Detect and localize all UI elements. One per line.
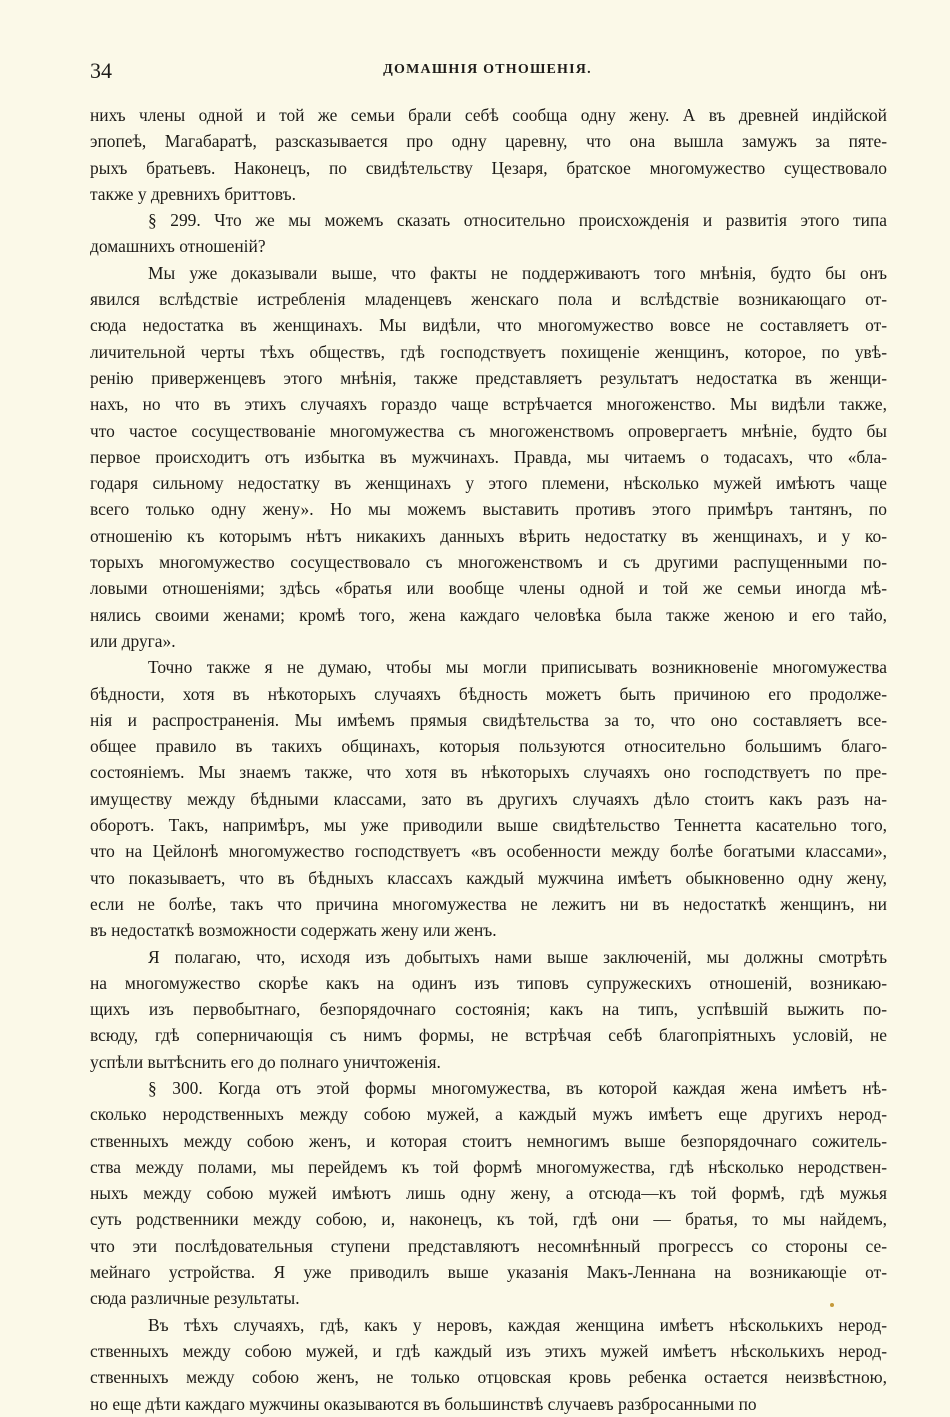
text-line: нахъ, но что въ этихъ случаяхъ гораздо чаще встрѣчается многоженство. Мы видѣли также, — [90, 394, 887, 415]
text-line: Я полагаю, что, исходя изъ добытыхъ нами выше заключеній, мы должны смотрѣть — [148, 946, 887, 967]
text-line: что показываетъ, что въ бѣдныхъ классахъ каждый мужчина имѣетъ обыкновенно одну жену, — [90, 867, 887, 888]
running-title: ДОМАШНІЯ ОТНОШЕНІЯ. — [383, 62, 592, 77]
body-text — [90, 102, 887, 1417]
text-line: всего только одну жену». Но мы можемъ выставить противъ этого примѣръ тантянъ, по — [90, 499, 887, 520]
text-line: имуществу между бѣдными классами, зато въ другихъ случаяхъ дѣло стоитъ какъ разъ на- — [90, 788, 887, 809]
text-line: отношенію къ которымъ нѣтъ никакихъ данныхъ вѣрить недостатку въ женщинахъ, и у ко- — [90, 525, 887, 546]
text-line: но еще дѣти каждаго мужчины оказываются въ большинствѣ случаевъ разбросанными по — [90, 1393, 757, 1414]
text-line: что частое сосуществованіе многомужества съ многоженствомъ опровергаетъ мнѣніе, будто бы — [90, 420, 887, 441]
text-line: сколько неродственныхъ между собою мужей, а каждый мужъ имѣетъ еще другихъ нерод- — [90, 1104, 887, 1125]
text-line: ственныхъ между собою женъ, не только отцовская кровь ребенка остается неизвѣстною, — [90, 1367, 887, 1388]
text-line: Въ тѣхъ случаяхъ, гдѣ, какъ у неровъ, каждая женщина имѣетъ нѣсколькихъ нерод- — [148, 1314, 887, 1335]
text-line: ренію приверженцевъ этого мнѣнія, также представляетъ результатъ недостатка въ женщи- — [90, 367, 887, 388]
text-line: общее правило въ такихъ общинахъ, которыя пользуются относительно большимъ благо- — [90, 736, 887, 757]
text-line: или друга». — [90, 630, 176, 651]
text-line: если не болѣе, такъ что причина многомужества не лежитъ ни въ недостаткѣ женщинъ, ни — [90, 893, 887, 914]
text-line: первое происходитъ отъ избытка въ мужчинахъ. Правда, мы читаемъ о тодасахъ, что «бла- — [90, 446, 887, 467]
text-line: § 300. Когда отъ этой формы многомужества, въ которой каждая жена имѣетъ нѣ- — [148, 1077, 887, 1098]
text-line: что эти послѣдовательныя ступени представляютъ несомнѣнный прогрессъ со стороны се- — [90, 1235, 887, 1256]
text-line: въ недостаткѣ возможности содержать жену или женъ. — [90, 920, 497, 941]
page-number: 34 — [90, 58, 112, 83]
text-line: годаря сильному недостатку въ женщинахъ у этого племени, нѣсколько мужей имѣютъ чаще — [90, 473, 887, 494]
text-line: всюду, гдѣ соперничающія съ нимъ формы, не встрѣчая себѣ благопріятныхъ условій, не — [90, 1025, 887, 1046]
text-line: ственныхъ между собою мужей, и гдѣ каждый изъ этихъ мужей имѣетъ нѣсколькихъ нерод- — [90, 1340, 887, 1361]
text-line: торыхъ многомужество сосуществовало съ многоженствомъ и съ другими распущенными по- — [90, 552, 887, 573]
text-line: суть родственники между собою, и, наконецъ, къ той, гдѣ они — братья, то мы найдемъ, — [90, 1209, 887, 1230]
text-line: ловыми отношеніями; здѣсь «братья или вообще члены одной и той же семьи иногда мѣ- — [90, 578, 887, 599]
text-line: оборотъ. Такъ, напримѣръ, мы уже приводили выше свидѣтельство Теннетта касательно того, — [90, 815, 887, 836]
text-line: нихъ члены одной и той же семьи брали себѣ сообща одну жену. А въ древней индійской — [90, 105, 887, 125]
text-line: мейнаго устройства. Я уже приводилъ выше указанія Макъ-Леннана на возникающіе от- — [90, 1262, 887, 1283]
text-line: личительной черты тѣхъ обществъ, гдѣ господствуетъ похищеніе женщинъ, которое, по увѣ- — [90, 341, 887, 362]
text-line: Точно также я не думаю, чтобы мы могли приписывать возникновеніе многомужества — [148, 657, 887, 678]
text-line: § 299. Что же мы можемъ сказать относительно происхожденія и развитія этого типа — [148, 210, 887, 231]
text-line: ственныхъ между собою женъ, и которая стоитъ немногимъ выше безпорядочнаго сожитель- — [90, 1130, 887, 1151]
text-line: домашнихъ отношеній? — [90, 236, 266, 257]
text-line: нялись своими женами; кромѣ того, жена каждаго человѣка была также женою и его тайо, — [90, 604, 887, 625]
text-line: также у древнихъ бриттовъ. — [90, 183, 296, 204]
text-line: бѣдности, хотя въ нѣкоторыхъ случаяхъ бѣдность можетъ быть причиною его продолже- — [90, 683, 887, 704]
page-header — [90, 58, 885, 84]
ink-speck — [830, 1303, 834, 1307]
text-line: щихъ изъ первобытнаго, безпорядочнаго состоянія; какъ на типъ, успѣвшій выжить по- — [90, 999, 887, 1020]
text-line: сюда недостатка въ женщинахъ. Мы видѣли, что многомужество вовсе не составляетъ от- — [90, 315, 887, 336]
text-line: ныхъ между собою мужей имѣютъ лишь одну жену, а отсюда—къ той формѣ, гдѣ мужья — [90, 1183, 887, 1204]
text-line: явился вслѣдствіе истребленія младенцевъ женскаго пола и вслѣдствіе возникающаго от- — [90, 289, 887, 310]
text-line: рыхъ братьевъ. Наконецъ, по свидѣтельству Цезаря, братское многомужество существовало — [90, 157, 887, 178]
text-line: успѣли вытѣснить его до полнаго уничтоженія. — [90, 1051, 441, 1072]
text-line: ства между полами, мы перейдемъ къ той формѣ многомужества, гдѣ нѣсколько неродствен- — [90, 1156, 887, 1177]
text-line: эпопеѣ, Магабаратѣ, разсказывается про одну царевну, что она вышла замужъ за пяте- — [90, 131, 887, 152]
text-line: сюда различные результаты. — [90, 1288, 300, 1309]
text-line: состояніемъ. Мы знаемъ также, что хотя въ нѣкоторыхъ случаяхъ оно господствуетъ по пре- — [90, 762, 887, 783]
text-line: на многомужество скорѣе какъ на одинъ изъ типовъ супружескихъ отношеній, возникаю- — [90, 972, 887, 993]
text-line: что на Цейлонѣ многомужество господствуетъ «въ особенности между болѣе богатыми классами», — [90, 841, 887, 862]
text-line: нія и распространенія. Мы имѣемъ прямыя свидѣтельства за то, что оно составляетъ все- — [90, 709, 887, 730]
text-line: Мы уже доказывали выше, что факты не поддерживаютъ того мнѣнія, будто бы онъ — [148, 262, 887, 283]
